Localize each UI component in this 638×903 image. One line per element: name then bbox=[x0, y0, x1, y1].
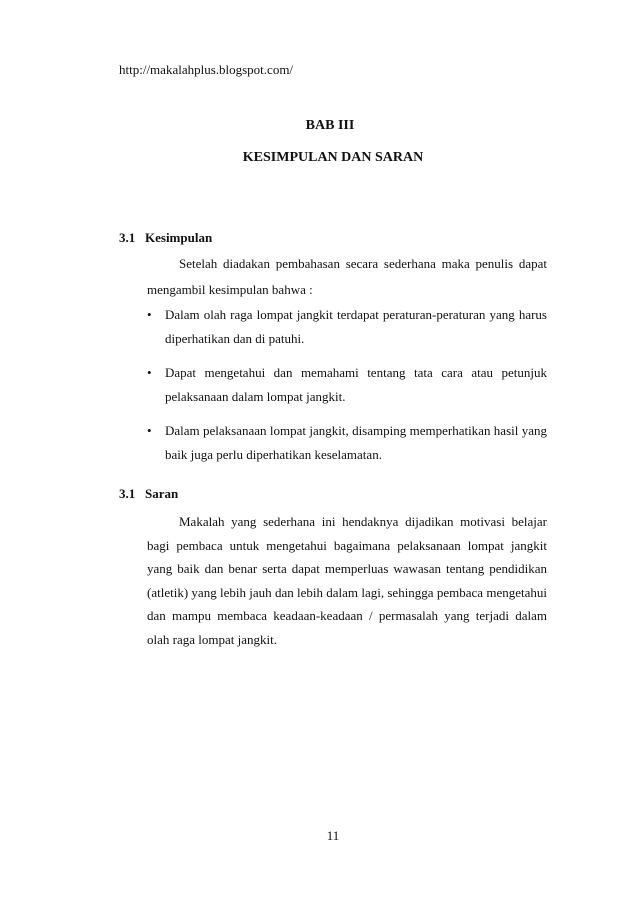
bullet-icon: • bbox=[147, 365, 152, 380]
list-item-text: Dalam olah raga lompat jangkit terdapat peraturan-peraturan yang harus diperhatikan dan di patuhi. bbox=[165, 307, 547, 346]
chapter-number: BAB III bbox=[305, 118, 355, 133]
list-item bbox=[147, 419, 547, 467]
list-item-text: Dalam pelaksanaan lompat jangkit, disamping memperhatikan hasil yang baik juga perlu diperhatikan keselamatan. bbox=[165, 423, 547, 462]
bullet-icon: • bbox=[147, 423, 152, 438]
list-item-text: Dapat mengetahui dan memahami tentang tata cara atau petunjuk pelaksanaan dalam lompat jangkit. bbox=[165, 365, 547, 404]
kesimpulan-bullet-list bbox=[147, 303, 547, 477]
section-number: 3.1 bbox=[119, 486, 136, 501]
list-item bbox=[147, 303, 547, 351]
saran-body: Makalah yang sederhana ini hendaknya dijadikan motivasi belajar bagi pembaca untuk mengetahui bagaimana pelaksanaan lompat jangkit yang baik dan benar serta dapat memperluas wawasan tentang pendidikan (atletik) yang lebih jauh dan lebih dalam lagi, sehingga pembaca mengetahui dan mampu membaca keadaan-keadaan / permasalah yang terjadi dalam olah raga lompat jangkit. bbox=[147, 514, 547, 647]
list-item bbox=[147, 361, 547, 409]
chapter-title: KESIMPULAN DAN SARAN bbox=[242, 150, 424, 165]
section-title: Saran bbox=[145, 486, 179, 501]
bullet-icon: • bbox=[147, 307, 152, 322]
section-heading-saran bbox=[119, 486, 178, 502]
section-number: 3.1 bbox=[119, 230, 136, 245]
page-number: 11 bbox=[326, 828, 340, 843]
section-heading-kesimpulan bbox=[119, 230, 212, 246]
section-title: Kesimpulan bbox=[145, 230, 213, 245]
kesimpulan-intro: Setelah diadakan pembahasan secara sederhana maka penulis dapat mengambil kesimpulan bahwa : bbox=[147, 256, 547, 297]
header-url: http://makalahplus.blogspot.com/ bbox=[119, 62, 294, 77]
